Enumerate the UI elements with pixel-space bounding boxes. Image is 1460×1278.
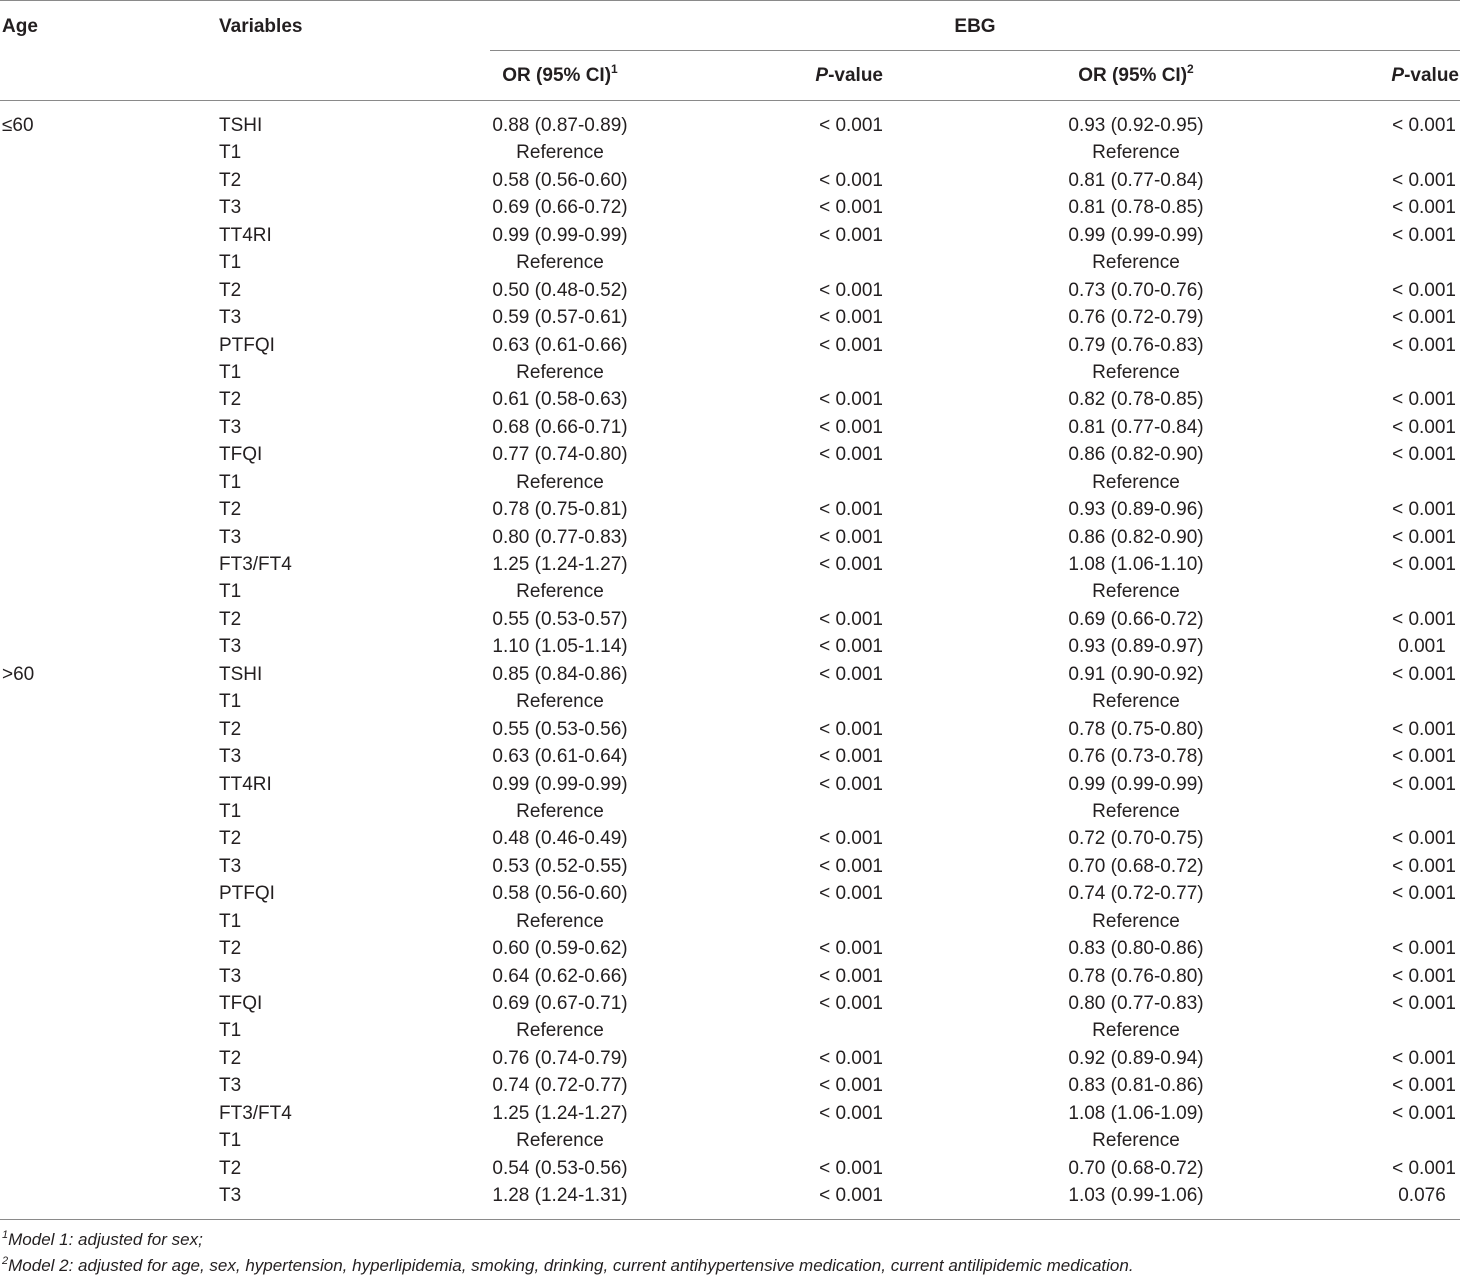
table-row — [0, 222, 1460, 249]
cell-variable: T3 — [219, 746, 242, 768]
cell-p-model1: < 0.001 — [819, 828, 883, 850]
table-row — [0, 304, 1460, 331]
header-rule — [0, 100, 1460, 101]
cell-or-model1: 0.88 (0.87-0.89) — [492, 115, 628, 136]
cell-variable: T2 — [219, 169, 242, 191]
cell-p-model2: < 0.001 — [1392, 499, 1456, 521]
cell-p-model1: < 0.001 — [819, 883, 883, 905]
cell-or-model2: 0.78 (0.75-0.80) — [1068, 718, 1204, 740]
cell-or-model1: 1.25 (1.24-1.27) — [492, 554, 628, 575]
cell-variable: T3 — [219, 636, 242, 658]
cell-p-model1: < 0.001 — [819, 1102, 883, 1124]
cell-or-model1: 0.76 (0.74-0.79) — [492, 1047, 628, 1069]
table-row — [0, 633, 1460, 660]
cell-p-model2: < 0.001 — [1392, 938, 1456, 960]
table-row — [0, 139, 1460, 166]
header-p1-suffix: -value — [828, 65, 883, 86]
top-rule — [0, 0, 1460, 1]
table-row — [0, 551, 1460, 578]
cell-variable: PTFQI — [219, 883, 275, 905]
cell-or-model1: 0.55 (0.53-0.56) — [492, 718, 628, 740]
cell-p-model2: < 0.001 — [1392, 115, 1456, 136]
cell-p-model1: < 0.001 — [819, 773, 883, 795]
cell-variable: TT4RI — [219, 773, 272, 795]
table-row — [0, 606, 1460, 633]
cell-p-model2: < 0.001 — [1392, 1047, 1456, 1069]
cell-variable: PTFQI — [219, 334, 275, 356]
cell-p-model1: < 0.001 — [819, 855, 883, 877]
cell-variable: T3 — [219, 307, 242, 329]
cell-p-model1: < 0.001 — [819, 554, 883, 575]
cell-p-model1: < 0.001 — [819, 965, 883, 987]
cell-p-model1: < 0.001 — [819, 224, 883, 246]
table-row — [0, 771, 1460, 798]
cell-p-model1: < 0.001 — [819, 636, 883, 658]
cell-p-model2: < 0.001 — [1392, 718, 1456, 740]
cell-variable: T2 — [219, 828, 242, 850]
cell-p-model1: < 0.001 — [819, 444, 883, 466]
table-row — [0, 908, 1460, 935]
table-row — [0, 990, 1460, 1017]
header-group: EBG — [954, 16, 996, 37]
cell-or-model1: 0.85 (0.84-0.86) — [492, 663, 628, 685]
table-row — [0, 249, 1460, 276]
cell-or-model2: 0.72 (0.70-0.75) — [1068, 828, 1204, 850]
header-or2-sup: 2 — [1187, 62, 1194, 76]
table-row — [0, 112, 1460, 139]
cell-or-model2: 0.70 (0.68-0.72) — [1068, 1157, 1204, 1179]
cell-or-model2: Reference — [1092, 252, 1180, 274]
table-row — [0, 441, 1460, 468]
table-row — [0, 688, 1460, 715]
cell-or-model1: 0.63 (0.61-0.64) — [492, 746, 628, 768]
header-p2-suffix: -value — [1404, 65, 1459, 86]
header-p1-italic: P — [815, 65, 829, 86]
cell-p-model1: < 0.001 — [819, 197, 883, 219]
cell-or-model1: Reference — [516, 1020, 604, 1042]
cell-p-model2: < 0.001 — [1392, 828, 1456, 850]
cell-p-model1: < 0.001 — [819, 526, 883, 548]
cell-or-model1: 0.80 (0.77-0.83) — [492, 526, 628, 548]
cell-variable: T2 — [219, 389, 242, 411]
cell-variable: T1 — [219, 1020, 242, 1042]
header-p2-italic: P — [1391, 65, 1405, 86]
cell-variable: T1 — [219, 910, 242, 932]
cell-p-model1: < 0.001 — [819, 938, 883, 960]
cell-or-model1: 0.60 (0.59-0.62) — [492, 938, 628, 960]
cell-or-model2: 0.69 (0.66-0.72) — [1068, 608, 1204, 630]
bottom-rule — [0, 1219, 1460, 1220]
table-row — [0, 332, 1460, 359]
cell-p-model2: < 0.001 — [1392, 197, 1456, 219]
cell-or-model2: 0.83 (0.80-0.86) — [1068, 938, 1204, 960]
cell-or-model2: 1.03 (0.99-1.06) — [1068, 1185, 1204, 1207]
cell-p-model2: < 0.001 — [1392, 554, 1456, 575]
cell-p-model1: < 0.001 — [819, 608, 883, 630]
cell-variable: T2 — [219, 1157, 242, 1179]
cell-p-model1: < 0.001 — [819, 746, 883, 768]
cell-variable: T2 — [219, 938, 242, 960]
cell-or-model1: Reference — [516, 471, 604, 493]
cell-variable: T2 — [219, 499, 242, 521]
table-row — [0, 935, 1460, 962]
footnote-1-text: Model 1: adjusted for sex; — [8, 1230, 203, 1249]
cell-or-model2: 0.92 (0.89-0.94) — [1068, 1047, 1204, 1069]
footnote-2-sup: 2 — [2, 1255, 9, 1267]
table-row — [0, 661, 1460, 688]
cell-or-model1: 0.68 (0.66-0.71) — [492, 416, 628, 438]
cell-p-model2: < 0.001 — [1392, 1102, 1456, 1124]
cell-variable: TFQI — [219, 993, 263, 1014]
cell-p-model1: < 0.001 — [819, 389, 883, 411]
cell-or-model2: 0.83 (0.81-0.86) — [1068, 1075, 1204, 1097]
cell-variable: T1 — [219, 581, 242, 603]
cell-variable: TSHI — [219, 115, 263, 136]
table-row — [0, 167, 1460, 194]
cell-age: ≤60 — [2, 115, 34, 136]
cell-or-model1: 0.58 (0.56-0.60) — [492, 169, 628, 191]
table-row — [0, 386, 1460, 413]
cell-or-model1: Reference — [516, 581, 604, 603]
cell-or-model1: Reference — [516, 1130, 604, 1152]
table-row — [0, 963, 1460, 990]
cell-p-model1: < 0.001 — [819, 416, 883, 438]
footnote-2 — [2, 1255, 1134, 1277]
cell-variable: T1 — [219, 252, 242, 274]
cell-or-model1: 0.55 (0.53-0.57) — [492, 608, 628, 630]
cell-p-model1: < 0.001 — [819, 1075, 883, 1097]
cell-p-model1: < 0.001 — [819, 334, 883, 356]
cell-variable: T2 — [219, 608, 242, 630]
cell-or-model2: 0.81 (0.78-0.85) — [1068, 197, 1204, 219]
cell-or-model1: 1.10 (1.05-1.14) — [492, 636, 628, 658]
cell-variable: T2 — [219, 279, 242, 301]
table-row — [0, 524, 1460, 551]
cell-or-model2: 0.86 (0.82-0.90) — [1068, 444, 1204, 466]
table-row — [0, 277, 1460, 304]
cell-p-model1: < 0.001 — [819, 1157, 883, 1179]
cell-or-model1: 0.48 (0.46-0.49) — [492, 828, 628, 850]
header-p1 — [730, 64, 883, 88]
cell-p-model1: < 0.001 — [819, 307, 883, 329]
cell-p-model1: < 0.001 — [819, 1185, 883, 1207]
cell-or-model2: 0.81 (0.77-0.84) — [1068, 169, 1204, 191]
cell-or-model2: Reference — [1092, 691, 1180, 713]
cell-p-model2: < 0.001 — [1392, 855, 1456, 877]
cell-or-model1: 0.74 (0.72-0.77) — [492, 1075, 628, 1097]
footnote-1-sup: 1 — [2, 1229, 9, 1241]
table-row — [0, 578, 1460, 605]
table-row — [0, 414, 1460, 441]
cell-variable: T3 — [219, 855, 242, 877]
cell-p-model2: < 0.001 — [1392, 773, 1456, 795]
cell-or-model2: 0.73 (0.70-0.76) — [1068, 279, 1204, 301]
header-or2 — [1006, 64, 1266, 88]
cell-variable: TFQI — [219, 444, 263, 466]
cell-p-model2: < 0.001 — [1392, 416, 1456, 438]
table-body — [0, 112, 1460, 1210]
cell-or-model2: 0.91 (0.90-0.92) — [1068, 663, 1204, 685]
cell-variable: T2 — [219, 718, 242, 740]
cell-p-model1: < 0.001 — [819, 499, 883, 521]
cell-or-model2: 0.93 (0.89-0.97) — [1068, 636, 1204, 658]
cell-p-model2: < 0.001 — [1392, 746, 1456, 768]
cell-or-model2: 0.78 (0.76-0.80) — [1068, 965, 1204, 987]
cell-or-model1: 1.25 (1.24-1.27) — [492, 1102, 628, 1124]
cell-or-model1: Reference — [516, 142, 604, 164]
cell-or-model2: Reference — [1092, 800, 1180, 822]
table-row — [0, 1182, 1460, 1209]
group-rule — [490, 50, 1460, 51]
cell-p-model2: < 0.001 — [1392, 389, 1456, 411]
cell-or-model2: 0.74 (0.72-0.77) — [1068, 883, 1204, 905]
cell-or-model2: 1.08 (1.06-1.10) — [1068, 554, 1204, 575]
header-or1-sup: 1 — [611, 62, 618, 76]
cell-or-model2: 0.86 (0.82-0.90) — [1068, 526, 1204, 548]
cell-or-model2: 0.99 (0.99-0.99) — [1068, 224, 1204, 246]
cell-p-model2: < 0.001 — [1392, 279, 1456, 301]
cell-variable: T1 — [219, 1130, 242, 1152]
cell-variable: T1 — [219, 142, 242, 164]
cell-p-model2: < 0.001 — [1392, 1075, 1456, 1097]
cell-or-model1: Reference — [516, 910, 604, 932]
table-row — [0, 1045, 1460, 1072]
cell-or-model2: 0.93 (0.89-0.96) — [1068, 499, 1204, 521]
table-row — [0, 496, 1460, 523]
cell-or-model1: 0.58 (0.56-0.60) — [492, 883, 628, 905]
table-row — [0, 1017, 1460, 1044]
cell-p-model2: < 0.001 — [1392, 663, 1456, 685]
table-row — [0, 1127, 1460, 1154]
cell-or-model2: 1.08 (1.06-1.09) — [1068, 1102, 1204, 1124]
cell-or-model1: 0.77 (0.74-0.80) — [492, 444, 628, 466]
footnote-2-text: Model 2: adjusted for age, sex, hypertension, hyperlipidemia, smoking, drinking, current antihypertensive medication, current antilipidemic medication. — [8, 1256, 1134, 1275]
cell-or-model1: 0.69 (0.66-0.72) — [492, 197, 628, 219]
cell-variable: TSHI — [219, 663, 263, 685]
cell-variable: T3 — [219, 416, 242, 438]
cell-p-model2: 0.001 — [1398, 636, 1446, 658]
cell-or-model1: Reference — [516, 252, 604, 274]
cell-or-model2: Reference — [1092, 1130, 1180, 1152]
cell-p-model2: < 0.001 — [1392, 334, 1456, 356]
cell-or-model1: 0.54 (0.53-0.56) — [492, 1157, 628, 1179]
table-row — [0, 825, 1460, 852]
cell-variable: T1 — [219, 800, 242, 822]
cell-variable: FT3/FT4 — [219, 554, 292, 575]
cell-p-model2: < 0.001 — [1392, 1157, 1456, 1179]
header-age: Age — [2, 16, 38, 37]
header-or1 — [430, 64, 690, 88]
cell-age: >60 — [2, 663, 35, 685]
cell-p-model1: < 0.001 — [819, 993, 883, 1014]
cell-p-model2: < 0.001 — [1392, 608, 1456, 630]
cell-or-model2: 0.82 (0.78-0.85) — [1068, 389, 1204, 411]
cell-or-model1: 0.99 (0.99-0.99) — [492, 224, 628, 246]
cell-or-model2: 0.80 (0.77-0.83) — [1068, 993, 1204, 1014]
table-row — [0, 798, 1460, 825]
cell-variable: TT4RI — [219, 224, 272, 246]
cell-or-model2: 0.70 (0.68-0.72) — [1068, 855, 1204, 877]
cell-or-model1: 0.59 (0.57-0.61) — [492, 307, 628, 329]
table-row — [0, 194, 1460, 221]
cell-or-model2: Reference — [1092, 1020, 1180, 1042]
cell-variable: T3 — [219, 526, 242, 548]
table-row — [0, 359, 1460, 386]
table-row — [0, 743, 1460, 770]
cell-or-model2: Reference — [1092, 581, 1180, 603]
cell-or-model1: 0.53 (0.52-0.55) — [492, 855, 628, 877]
cell-variable: T1 — [219, 471, 242, 493]
cell-variable: T1 — [219, 361, 242, 383]
cell-or-model2: 0.99 (0.99-0.99) — [1068, 773, 1204, 795]
table-row — [0, 469, 1460, 496]
table-row — [0, 853, 1460, 880]
cell-or-model1: 0.50 (0.48-0.52) — [492, 279, 628, 301]
table-row — [0, 880, 1460, 907]
cell-p-model2: < 0.001 — [1392, 444, 1456, 466]
cell-variable: T3 — [219, 1075, 242, 1097]
cell-or-model2: Reference — [1092, 361, 1180, 383]
cell-p-model2: < 0.001 — [1392, 965, 1456, 987]
cell-or-model2: Reference — [1092, 142, 1180, 164]
cell-p-model1: < 0.001 — [819, 718, 883, 740]
cell-variable: T2 — [219, 1047, 242, 1069]
cell-or-model2: 0.79 (0.76-0.83) — [1068, 334, 1204, 356]
cell-or-model1: 0.63 (0.61-0.66) — [492, 334, 628, 356]
header-or1-label: OR (95% CI) — [502, 65, 612, 86]
table-row — [0, 716, 1460, 743]
cell-p-model2: < 0.001 — [1392, 169, 1456, 191]
cell-p-model1: < 0.001 — [819, 115, 883, 136]
cell-p-model2: < 0.001 — [1392, 307, 1456, 329]
table-row — [0, 1100, 1460, 1127]
cell-p-model2: < 0.001 — [1392, 993, 1456, 1014]
footnote-1 — [2, 1229, 203, 1251]
cell-or-model2: 0.76 (0.72-0.79) — [1068, 307, 1204, 329]
cell-p-model1: < 0.001 — [819, 279, 883, 301]
cell-or-model1: Reference — [516, 691, 604, 713]
cell-or-model2: Reference — [1092, 910, 1180, 932]
cell-or-model1: 0.99 (0.99-0.99) — [492, 773, 628, 795]
cell-or-model1: 0.61 (0.58-0.63) — [492, 389, 628, 411]
cell-p-model2: < 0.001 — [1392, 224, 1456, 246]
cell-or-model2: 0.76 (0.73-0.78) — [1068, 746, 1204, 768]
cell-variable: T3 — [219, 965, 242, 987]
header-p2 — [1280, 64, 1459, 88]
cell-p-model2: < 0.001 — [1392, 526, 1456, 548]
cell-or-model1: 0.78 (0.75-0.81) — [492, 499, 628, 521]
cell-or-model2: Reference — [1092, 471, 1180, 493]
cell-p-model2: < 0.001 — [1392, 883, 1456, 905]
cell-variable: T1 — [219, 691, 242, 713]
cell-p-model1: < 0.001 — [819, 1047, 883, 1069]
cell-variable: T3 — [219, 1185, 242, 1207]
cell-or-model1: 0.64 (0.62-0.66) — [492, 965, 628, 987]
cell-variable: FT3/FT4 — [219, 1102, 292, 1124]
cell-or-model1: 1.28 (1.24-1.31) — [492, 1185, 628, 1207]
table-row — [0, 1155, 1460, 1182]
cell-or-model2: 0.93 (0.92-0.95) — [1068, 115, 1204, 136]
cell-p-model1: < 0.001 — [819, 663, 883, 685]
cell-or-model1: 0.69 (0.67-0.71) — [492, 993, 628, 1014]
cell-or-model1: Reference — [516, 361, 604, 383]
table-row — [0, 1072, 1460, 1099]
cell-variable: T3 — [219, 197, 242, 219]
cell-or-model2: 0.81 (0.77-0.84) — [1068, 416, 1204, 438]
cell-p-model1: < 0.001 — [819, 169, 883, 191]
cell-or-model1: Reference — [516, 800, 604, 822]
header-variables: Variables — [219, 16, 303, 37]
cell-p-model2: 0.076 — [1398, 1185, 1446, 1207]
header-or2-label: OR (95% CI) — [1078, 65, 1188, 86]
